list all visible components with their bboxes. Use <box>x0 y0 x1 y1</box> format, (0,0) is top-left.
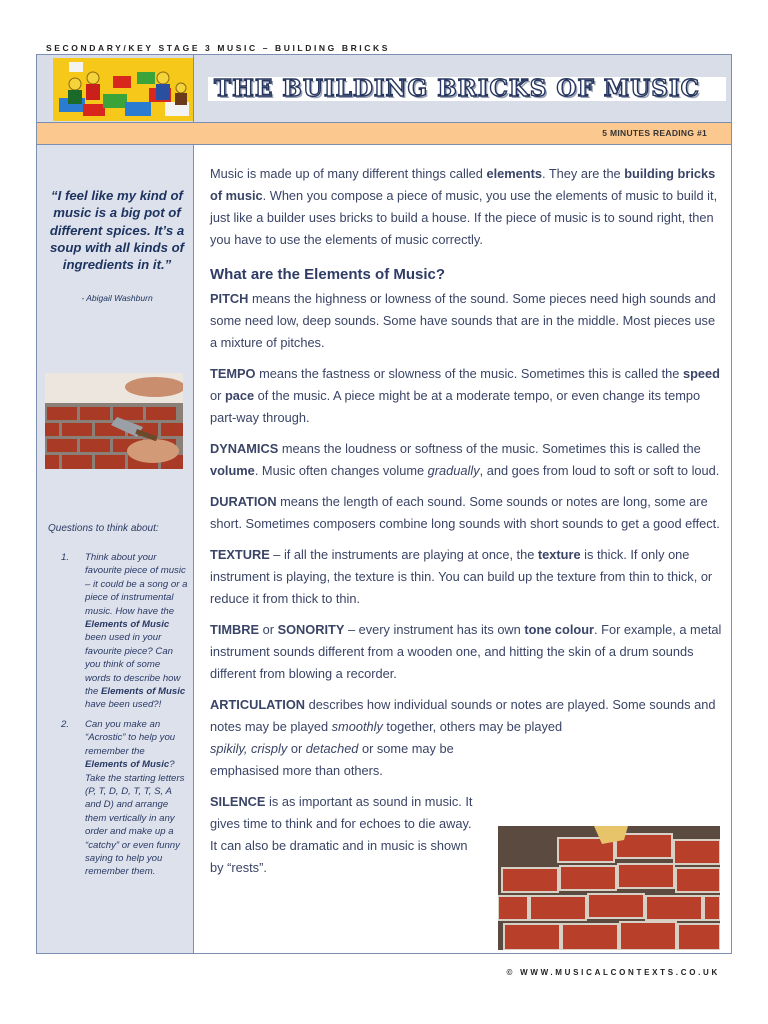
text-run: ARTICULATION <box>210 697 306 712</box>
text-run: texture <box>537 547 581 562</box>
question-text <box>85 718 188 879</box>
text-run: gradually <box>427 463 480 478</box>
text-run: or <box>287 741 306 756</box>
text-run: SONORITY <box>277 622 345 637</box>
page-title: THE BUILDING BRICKS OF MUSIC <box>214 77 700 101</box>
text-run: – every instrument has its own <box>344 622 525 637</box>
text-run: means the highness or lowness of the sound. Some pieces need high sounds and some need low, deep sounds. Some have sounds that are in the middle. Most pieces use a mixture of pitches. <box>210 291 716 350</box>
text-run: smoothly <box>331 719 383 734</box>
text-run: . For example, a metal instrument sounds different from a wooden one, and hitting the skin of a drum sounds different from blowing a recorder. <box>210 622 722 681</box>
text-run: – if all the instruments are playing at once, the <box>269 547 538 562</box>
text-run: . When you compose a piece of music, you use the elements of music to build it, just like a builder uses bricks to build a house. If the piece of music is to sound right, then you have to use the elements of music correctly. <box>210 188 718 247</box>
bricklaying-photo <box>45 373 183 469</box>
text-run: TIMBRE <box>210 622 260 637</box>
text-run: of the music. A piece might be at a moderate tempo, or even change its tempo part-way through. <box>210 388 701 425</box>
reading-strip <box>37 123 731 145</box>
questions-heading: Questions to think about: <box>48 523 159 534</box>
text-run: TEXTURE <box>210 547 270 562</box>
text-run: , and goes from loud to soft or soft to loud. <box>479 463 720 478</box>
text-run: or <box>259 622 278 637</box>
intro-paragraph <box>210 163 722 251</box>
text-run: Elements of Music <box>85 619 170 631</box>
text-run: is as important as sound in music. It gives time to think and for echoes to die away. It can also be dramatic and in music is shown by “rests”. <box>210 794 473 875</box>
text-run: Elements of Music <box>101 686 186 698</box>
lego-figures-image <box>53 58 193 121</box>
text-run: detached <box>305 741 359 756</box>
question-number: 2. <box>61 718 70 730</box>
question-item <box>48 551 188 712</box>
text-run: been used in your favourite piece? Can you think of some words to describe how the <box>85 632 181 698</box>
text-run: spikily, crisply <box>210 741 288 756</box>
main-content <box>210 163 722 879</box>
element-dynamics <box>210 438 722 482</box>
text-run: SILENCE <box>210 794 266 809</box>
text-run: elements <box>486 166 542 181</box>
element-tempo <box>210 363 722 429</box>
element-duration <box>210 491 722 535</box>
text-run: Elements of Music <box>85 759 170 771</box>
element-pitch <box>210 288 722 354</box>
banner-divider <box>193 55 194 123</box>
text-run: DURATION <box>210 494 277 509</box>
reading-tag: 5 MINUTES READING #1 <box>602 128 707 138</box>
text-run: PITCH <box>210 291 249 306</box>
sidebar-quote: “I feel like my kind of music is a big pot of different spices. It’s a soup with all kinds of ingredients in it.” <box>49 188 185 273</box>
text-run: have been used?! <box>85 699 162 711</box>
text-run: is thick. If only one instrument is playing, the texture is thin. You can build up the texture from thin to thick, or reduce it from thick to thin. <box>210 547 713 606</box>
element-texture <box>210 544 722 610</box>
title-banner <box>37 55 731 123</box>
text-run: speed <box>682 366 720 381</box>
text-run: . Music often changes volume <box>254 463 428 478</box>
text-run: together, others may be played <box>382 719 563 734</box>
series-label: SECONDARY/KEY STAGE 3 MUSIC – BUILDING BRICKS <box>46 43 391 53</box>
text-run: ? Take the starting letters (P, T, D, D, T, T, S, A and D) and arrange them vertically in any order and make up a “catchy” or even funny saying to help you remember them. <box>85 759 185 878</box>
element-timbre <box>210 619 722 685</box>
brick-wall-photo <box>498 826 720 950</box>
text-run: . They are the <box>541 166 625 181</box>
sidebar-panel <box>37 145 194 953</box>
question-item <box>48 718 188 879</box>
text-run: Music is made up of many different things called <box>210 166 487 181</box>
text-run: building bricks of music <box>210 166 716 203</box>
element-articulation-continued <box>210 738 482 782</box>
text-run: or <box>210 388 225 403</box>
text-run: means the loudness or softness of the music. Sometimes this is called the <box>278 441 701 456</box>
footer-website: © WWW.MUSICALCONTEXTS.CO.UK <box>506 968 720 977</box>
question-text <box>85 551 188 712</box>
page-frame <box>36 54 732 954</box>
element-articulation <box>210 694 722 738</box>
text-run: means the length of each sound. Some sounds or notes are long, some are short. Sometimes composers combine long sounds with short sounds to get a good effect. <box>210 494 720 531</box>
quote-author: - Abigail Washburn <box>81 293 153 303</box>
questions-list <box>48 551 188 885</box>
question-number: 1. <box>61 552 70 563</box>
section-heading: What are the Elements of Music? <box>210 266 446 283</box>
text-run: volume <box>210 463 255 478</box>
text-run: or some may be emphasised more than others. <box>210 741 454 778</box>
text-run: Think about your favourite piece of music – it could be a song or a piece of instrumental music. How have the <box>85 552 188 617</box>
text-run: pace <box>224 388 255 403</box>
text-run: TEMPO <box>210 366 256 381</box>
element-silence <box>210 791 482 879</box>
text-run: DYNAMICS <box>210 441 279 456</box>
text-run: means the fastness or slowness of the music. Sometimes this is called the <box>255 366 683 381</box>
text-run: tone colour <box>524 622 595 637</box>
text-run: describes how individual sounds or notes are played. Some sounds and notes may be played <box>210 697 716 734</box>
title-box <box>208 77 726 101</box>
text-run: Can you make an “Acrostic” to help you remember the <box>85 718 176 757</box>
